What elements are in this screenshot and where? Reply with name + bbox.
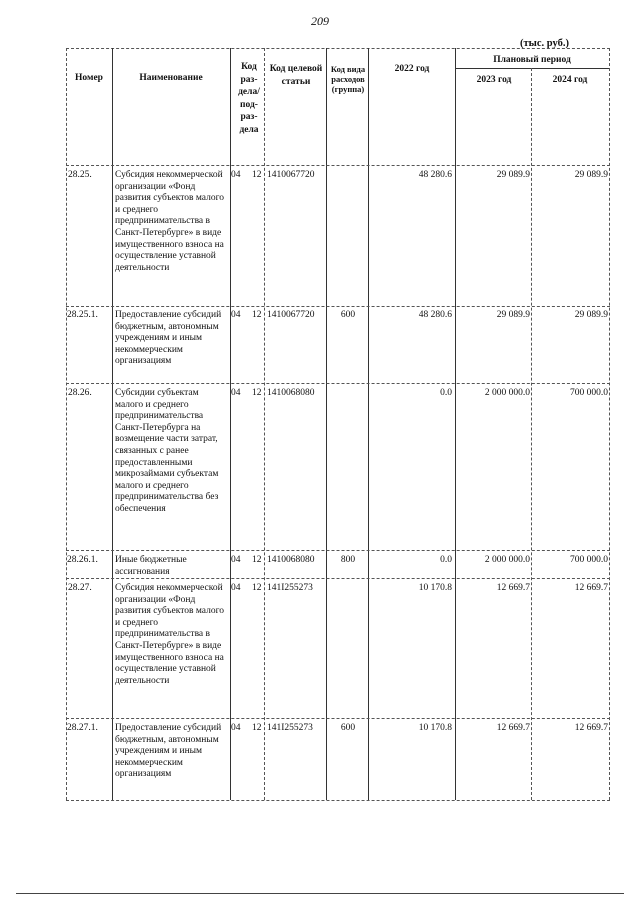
- header-section: Код раз- дела/ под- раз- дела: [238, 62, 260, 135]
- row-value-2024: 700 000.0: [570, 388, 608, 398]
- row-value-2023: 29 089.9: [496, 310, 530, 320]
- row-target: 141I255273: [267, 723, 313, 733]
- row-target: 1410067720: [267, 170, 315, 180]
- row-value-2022: 48 280.6: [418, 170, 452, 180]
- row-value-2022: 0.0: [440, 555, 452, 565]
- header-top-rule: [66, 48, 610, 49]
- row-subsection: 12: [252, 723, 262, 733]
- row-name: Иные бюджетные ассигнования: [115, 555, 187, 577]
- row-section: 04: [231, 388, 241, 398]
- grid-line-name: [230, 48, 231, 800]
- page-bottom-rule: [16, 893, 624, 894]
- table-bottom-rule: [66, 800, 610, 801]
- header-plan-period: Плановый период: [493, 55, 571, 65]
- row-value-2024: 29 089.9: [574, 170, 608, 180]
- header-expense-type: Код вида расходов (группа): [330, 64, 366, 94]
- row-expense-type: 600: [340, 723, 356, 733]
- row-number: 28.27.1.: [67, 723, 98, 733]
- row-subsection: 12: [252, 555, 262, 565]
- grid-line-number: [112, 48, 113, 800]
- row-value-2023: 12 669.7: [496, 723, 530, 733]
- row-value-2022: 0.0: [440, 388, 452, 398]
- row-name: Предоставление субсидий бюджетным, автономным учреждениям и иным некоммерческим организациям: [115, 310, 222, 367]
- units-label: (тыс. руб.): [520, 38, 569, 49]
- row-value-2024: 12 669.7: [574, 583, 608, 593]
- header-number: Номер: [75, 73, 103, 83]
- row-target: 1410068080: [267, 555, 315, 565]
- grid-line-expense: [368, 48, 369, 800]
- header-2024: 2024 год: [552, 75, 588, 85]
- row-number: 28.26.: [68, 388, 92, 398]
- row-section: 04: [231, 170, 241, 180]
- header-name: Наименование: [139, 73, 203, 83]
- row-number: 28.26.1.: [67, 555, 98, 565]
- row-separator: [66, 306, 610, 307]
- row-value-2022: 10 170.8: [418, 723, 452, 733]
- row-target: 1410068080: [267, 388, 315, 398]
- row-target: 141I255273: [267, 583, 313, 593]
- row-value-2024: 29 089.9: [574, 310, 608, 320]
- row-number: 28.25.1.: [67, 310, 98, 320]
- row-value-2023: 12 669.7: [496, 583, 530, 593]
- row-separator: [66, 383, 610, 384]
- row-subsection: 12: [252, 583, 262, 593]
- grid-line-target: [326, 48, 327, 800]
- row-separator: [66, 718, 610, 719]
- row-value-2024: 700 000.0: [570, 555, 608, 565]
- row-expense-type: 800: [340, 555, 356, 565]
- row-value-2023: 2 000 000.0: [484, 388, 530, 398]
- row-number: 28.27.: [68, 583, 92, 593]
- row-value-2022: 10 170.8: [418, 583, 452, 593]
- row-section: 04: [231, 583, 241, 593]
- row-value-2024: 12 669.7: [574, 723, 608, 733]
- row-value-2023: 2 000 000.0: [484, 555, 530, 565]
- grid-line-2022: [455, 48, 456, 800]
- row-name: Субсидии субъектам малого и среднего предпринимательства Санкт-Петербурга на возмещение части затрат, связанных с ранее предоставленными микрозаймами субъектам малого и среднего предпринимательства без обеспечения: [115, 388, 219, 514]
- row-subsection: 12: [252, 310, 262, 320]
- header-2023: 2023 год: [476, 75, 512, 85]
- row-name: Субсидия некоммерческой организации «Фонд развития субъектов малого и среднего предпринимательства в Санкт-Петербурге» в виде имущественного взноса на осуществление уставной деятельности: [115, 170, 224, 273]
- row-separator: [66, 165, 610, 166]
- row-expense-type: 600: [340, 310, 356, 320]
- header-2022: 2022 год: [394, 64, 430, 74]
- row-name: Субсидия некоммерческой организации «Фонд развития субъектов малого и среднего предпринимательства в Санкт-Петербурге» в виде имущественного взноса на осуществление уставной деятельности: [115, 583, 224, 686]
- row-section: 04: [231, 555, 241, 565]
- header-target: Код целевой статьи: [269, 64, 323, 87]
- plan-divider-rule: [456, 68, 610, 69]
- row-target: 1410067720: [267, 310, 315, 320]
- grid-line-section: [264, 48, 265, 800]
- page-number: 209: [311, 14, 329, 28]
- grid-line-left: [66, 48, 67, 800]
- row-section: 04: [231, 723, 241, 733]
- row-subsection: 12: [252, 170, 262, 180]
- row-name: Предоставление субсидий бюджетным, автономным учреждениям и иным некоммерческим организациям: [115, 723, 222, 780]
- row-section: 04: [231, 310, 241, 320]
- row-value-2023: 29 089.9: [496, 170, 530, 180]
- grid-line-right: [609, 48, 610, 800]
- row-subsection: 12: [252, 388, 262, 398]
- row-number: 28.25.: [68, 170, 92, 180]
- row-value-2022: 48 280.6: [418, 310, 452, 320]
- row-separator: [66, 550, 610, 551]
